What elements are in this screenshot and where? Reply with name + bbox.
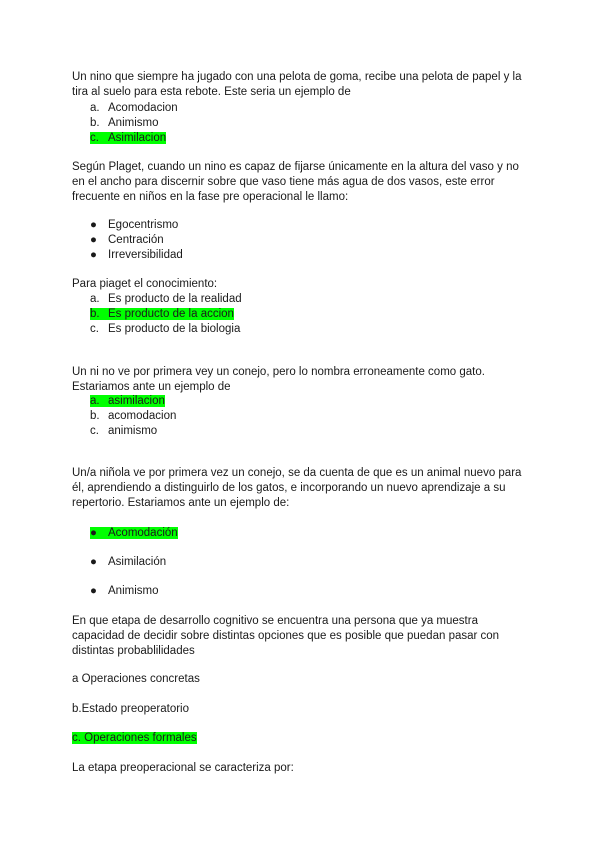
option-text: Animismo bbox=[108, 117, 159, 129]
question-2 bbox=[72, 160, 532, 205]
option-marker: a. bbox=[90, 102, 100, 114]
option-text: Es producto de la biologia bbox=[108, 323, 241, 335]
bullet-icon: ● bbox=[90, 556, 97, 568]
question-5-option-3 bbox=[90, 584, 158, 599]
option-marker: b. bbox=[90, 117, 100, 129]
option-text: animismo bbox=[108, 425, 158, 437]
question-4-option-b bbox=[90, 409, 176, 424]
option-marker: c. bbox=[90, 323, 99, 335]
option-marker: a. bbox=[90, 395, 100, 407]
question-6-option-b bbox=[72, 702, 532, 717]
question-1-option-c bbox=[90, 131, 166, 146]
question-2-option-1 bbox=[90, 218, 178, 233]
option-text: b.Estado preoperatorio bbox=[72, 703, 189, 715]
option-text: Irreversibilidad bbox=[108, 249, 183, 261]
option-text: Es producto de la realidad bbox=[108, 293, 242, 305]
question-5-option-1 bbox=[90, 526, 178, 541]
question-4 bbox=[72, 365, 532, 395]
question-3-option-b bbox=[90, 307, 234, 322]
option-text: acomodacion bbox=[108, 410, 177, 422]
question-4-option-c bbox=[90, 424, 157, 439]
question-2-option-2 bbox=[90, 233, 164, 248]
option-text: Es producto de la accion bbox=[108, 308, 234, 320]
option-text: Centración bbox=[108, 234, 164, 246]
question-1-option-b bbox=[90, 116, 158, 131]
question-1-text: Un nino que siempre ha jugado con una pelota de goma, recibe una pelota de papel y la tira al suelo para esta rebote. Este seria un ejemplo de bbox=[72, 71, 522, 98]
bullet-icon: ● bbox=[90, 527, 97, 539]
question-7 bbox=[72, 761, 532, 776]
question-6-option-a bbox=[72, 672, 532, 687]
highlighted-answer bbox=[72, 732, 197, 744]
question-5-text: Un/a niñola ve por primera vez un conejo, se da cuenta de que es un animal nuevo para él, aprendiendo a distinguirlo de los gatos, e incorporando un nuevo aprendizaje a su repertorio. Estariamos ante un ejemplo de: bbox=[72, 467, 522, 509]
highlighted-answer bbox=[90, 132, 166, 144]
option-text: Egocentrismo bbox=[108, 219, 179, 231]
question-2-text: Según Plaget, cuando un nino es capaz de fijarse únicamente en la altura del vaso y no en el ancho para discernir sobre que vaso tiene más agua de dos vasos, este error frecuente en niños en la fase pre operacional le llamo: bbox=[72, 161, 519, 203]
question-2-option-3 bbox=[90, 248, 183, 263]
question-3-option-c bbox=[90, 322, 240, 337]
bullet-icon: ● bbox=[90, 219, 97, 231]
option-marker: c. bbox=[90, 425, 99, 437]
option-text: a Operaciones concretas bbox=[72, 673, 200, 685]
option-text: Acomodación bbox=[108, 527, 178, 539]
option-text: c. Operaciones formales bbox=[72, 732, 197, 744]
option-text: Animismo bbox=[108, 585, 159, 597]
bullet-icon: ● bbox=[90, 249, 97, 261]
highlighted-answer bbox=[90, 395, 165, 407]
option-marker: a. bbox=[90, 293, 100, 305]
question-4-text: Un ni no ve por primera vey un conejo, pero lo nombra erroneamente como gato. Estariamos ante un ejemplo de bbox=[72, 366, 485, 393]
bullet-icon: ● bbox=[90, 585, 97, 597]
question-6 bbox=[72, 614, 532, 659]
option-marker: c. bbox=[90, 132, 99, 144]
question-3-text: Para piaget el conocimiento: bbox=[72, 278, 218, 290]
question-6-text: En que etapa de desarrollo cognitivo se encuentra una persona que ya muestra capacidad de decidir sobre distintas opciones que es posible que puedan pasar con distintas probablilidades bbox=[72, 615, 500, 657]
option-text: asimilacion bbox=[108, 395, 165, 407]
question-3-option-a bbox=[90, 292, 242, 307]
question-4-option-a bbox=[90, 394, 165, 409]
option-text: Acomodacion bbox=[108, 102, 178, 114]
option-marker: b. bbox=[90, 410, 100, 422]
bullet-icon: ● bbox=[90, 234, 97, 246]
question-3 bbox=[72, 277, 532, 292]
question-6-option-c bbox=[72, 731, 532, 746]
question-1-option-a bbox=[90, 101, 178, 116]
option-text: Asimilacion bbox=[108, 132, 167, 144]
option-marker: b. bbox=[90, 308, 100, 320]
highlighted-answer bbox=[90, 308, 234, 320]
question-5 bbox=[72, 466, 532, 511]
question-5-option-2 bbox=[90, 555, 166, 570]
highlighted-answer bbox=[90, 527, 178, 539]
question-1 bbox=[72, 70, 532, 100]
question-7-text: La etapa preoperacional se caracteriza por: bbox=[72, 762, 294, 774]
option-text: Asimilación bbox=[108, 556, 167, 568]
